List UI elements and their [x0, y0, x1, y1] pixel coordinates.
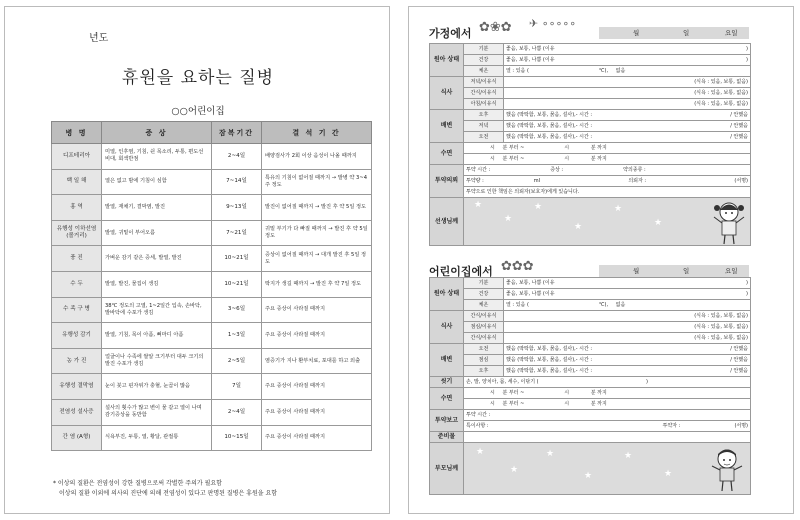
table-row — [52, 271, 372, 297]
star-icon: ★ — [574, 222, 583, 232]
illness-name: 유행성 이하선염 (볼거리) — [52, 220, 102, 246]
absence-period: 증상이 없어질 때까지 → 대개 발진 후 5일 정도 — [262, 246, 372, 272]
table-row — [52, 246, 372, 272]
category-mood: 원아 상태 — [430, 278, 464, 311]
incubation-period: 10~21일 — [212, 271, 262, 297]
table-row — [52, 220, 372, 246]
incubation-period: 7~14일 — [212, 169, 262, 195]
star-icon: ★ — [474, 200, 483, 210]
row-label: 기분 — [464, 44, 504, 55]
home-date-strip — [599, 27, 749, 39]
category-washing: 씻기 — [430, 377, 464, 388]
star-icon: ★ — [546, 449, 555, 459]
row-label: 오후 — [464, 366, 504, 377]
field-supplies[interactable] — [464, 432, 751, 443]
field-sleep[interactable]: 시 분 부터 ~ 시 분 까지 — [464, 388, 751, 399]
field-stool[interactable]: 했음 (딱딱함, 보통, 묽음, 설사),- 시간 : / 안했음 — [504, 110, 751, 121]
day-label: 일 — [683, 29, 690, 37]
field-mood[interactable]: 좋음, 보통, 나쁨 (이유 ) — [504, 278, 751, 289]
illness-name: 디프테리아 — [52, 144, 102, 170]
field-meal[interactable]: (식욕 : 있음, 보통, 없음) — [504, 333, 751, 344]
header-illness-name: 병 명 — [52, 122, 102, 144]
absence-period: 주요 증상이 사라질 때까지 — [262, 323, 372, 349]
airplane-icon: ✈ ∘∘∘∘∘ — [529, 17, 577, 30]
absence-period: 주요 증상이 사라질 때까지 — [262, 374, 372, 400]
illness-symptom: 식욕부진, 두통, 열, 황달, 관절통 — [102, 425, 212, 451]
field-med-report-time[interactable]: 투약 시간 : — [464, 410, 751, 421]
daycare-report-table — [429, 277, 751, 495]
field-health[interactable]: 좋음, 보통, 나쁨 (이유 ) — [504, 289, 751, 300]
category-sleep: 수면 — [430, 388, 464, 410]
row-label: 오후 — [464, 110, 504, 121]
child-girl-icon — [712, 199, 746, 245]
incubation-period: 10~15일 — [212, 425, 262, 451]
footnote — [53, 479, 277, 499]
illness-symptom: 미열, 인후염, 기침, 쉰 목소리, 두통, 편도선 비대, 회색반점 — [102, 144, 212, 170]
table-row — [52, 348, 372, 374]
table-row — [52, 195, 372, 221]
illness-name: 간 염 (A형) — [52, 425, 102, 451]
field-meal[interactable]: (식욕 : 있음, 보통, 없음) — [504, 322, 751, 333]
row-label: 간식/이유식 — [464, 311, 504, 322]
illness-symptom: 발열, 발진, 물집이 생김 — [102, 271, 212, 297]
illness-name: 수 두 — [52, 271, 102, 297]
star-icon: ★ — [614, 204, 623, 214]
table-row — [52, 144, 372, 170]
illness-symptom: 38℃ 정도의 고열, 1~2일간 입속, 손바닥, 발바닥에 수포가 생김 — [102, 297, 212, 323]
field-med-report-note[interactable]: 특이사항 : 투약자 : (서명) — [464, 421, 751, 432]
category-stool: 배변 — [430, 110, 464, 143]
table-row — [52, 374, 372, 400]
illness-symptom: 열은 없고 밤에 기침이 심함 — [102, 169, 212, 195]
category-supplies: 준비물 — [430, 432, 464, 443]
field-mood[interactable]: 좋음, 보통, 나쁨 (이유 ) — [504, 44, 751, 55]
field-stool[interactable]: 했음 (딱딱함, 보통, 묽음, 설사),- 시간 : / 안했음 — [504, 355, 751, 366]
illness-name: 홍 역 — [52, 195, 102, 221]
row-label: 점심/이유식 — [464, 322, 504, 333]
page-title: 휴원을 요하는 질병 — [121, 68, 275, 88]
category-meal: 식사 — [430, 77, 464, 110]
absence-period: 염증기가 지나 환부치료, 포대를 하고 외출 — [262, 348, 372, 374]
incubation-period: 7~21일 — [212, 220, 262, 246]
month-label: 월 — [633, 29, 640, 37]
category-parent-note: 부모님께 — [430, 443, 464, 495]
category-mood: 원아 상태 — [430, 44, 464, 77]
header-absence: 결 석 기 간 — [262, 122, 372, 144]
field-washing[interactable]: 손, 발, 양치아, 몸, 세수, 이닦기 ( ) — [464, 377, 751, 388]
star-icon: ★ — [510, 465, 519, 475]
row-label: 아침/이유식 — [464, 99, 504, 110]
field-meal[interactable]: (식욕 : 있음, 보통, 없음) — [504, 99, 751, 110]
row-label: 간식/이유식 — [464, 333, 504, 344]
row-label: 저녁/이유식 — [464, 77, 504, 88]
category-teacher-note: 선생님께 — [430, 198, 464, 246]
category-medication: 투약의뢰 — [430, 165, 464, 198]
year-label: 년도 — [89, 33, 109, 44]
field-temperature[interactable]: 열 : 있음 ( ℃), 없음 — [504, 300, 751, 311]
child-boy-icon — [710, 446, 744, 492]
row-label: 건강 — [464, 289, 504, 300]
star-icon: ★ — [534, 202, 543, 212]
illness-symptom: 발열, 재채기, 결막염, 발진 — [102, 195, 212, 221]
category-meal: 식사 — [430, 311, 464, 344]
incubation-period: 3~6일 — [212, 297, 262, 323]
illness-name: 유행성 감기 — [52, 323, 102, 349]
category-sleep: 수면 — [430, 143, 464, 165]
row-label: 기분 — [464, 278, 504, 289]
field-sleep[interactable]: 시 분 부터 ~ 시 분 까지 — [464, 143, 751, 154]
field-stool[interactable]: 했음 (딱딱함, 보통, 묽음, 설사),- 시간 : / 안했음 — [504, 121, 751, 132]
center-name: ○○어린이집 — [171, 106, 225, 117]
illness-table — [51, 121, 372, 451]
star-icon: ★ — [504, 214, 513, 224]
illness-name: 농 가 진 — [52, 348, 102, 374]
field-stool[interactable]: 했음 (딱딱함, 보통, 묽음, 설사),- 시간 : / 안했음 — [504, 132, 751, 143]
footnote-line-2: 이상의 질환 이외에 의사의 진단에 의해 전염성이 있다고 판명된 질병은 휴원을 요함 — [59, 490, 278, 497]
incubation-period: 2~4일 — [212, 399, 262, 425]
weekday-label: 요일 — [725, 267, 738, 275]
table-row — [52, 323, 372, 349]
absence-period: 특유의 기침이 없어질 때까지 → 발병 약 3~4주 정도 — [262, 169, 372, 195]
day-label: 일 — [683, 267, 690, 275]
header-symptom: 증 상 — [102, 122, 212, 144]
month-label: 월 — [633, 267, 640, 275]
field-meal[interactable]: (식욕 : 있음, 보통, 없음) — [504, 77, 751, 88]
daycare-date-strip — [599, 265, 749, 277]
incubation-period: 9~13일 — [212, 195, 262, 221]
field-temperature[interactable]: 열 : 있음 ( ℃), 없음 — [504, 66, 751, 77]
parent-note-area[interactable] — [464, 443, 751, 495]
star-icon: ★ — [624, 451, 633, 461]
incubation-period: 2~4일 — [212, 144, 262, 170]
field-med-amount[interactable]: 투약량 : ml 의뢰자 : (서명) — [464, 176, 751, 187]
illness-symptom: 얼굴이나 수족에 쌀알 크기부터 대두 크기의 발진 수포가 생김 — [102, 348, 212, 374]
absence-period: 주요 증상이 사라질 때까지 — [262, 297, 372, 323]
table-row — [52, 425, 372, 451]
incubation-period: 7일 — [212, 374, 262, 400]
daycare-section-title: 어린이집에서 — [429, 265, 493, 278]
absence-period: 주요 증상이 사라질 때까지 — [262, 425, 372, 451]
illness-symptom: 발열, 기침, 목이 아픔, 뼈마디 아픔 — [102, 323, 212, 349]
med-liability-note: 투약으로 인한 책임은 의뢰자(보호자)에게 있습니다. — [464, 187, 751, 198]
illness-name: 백 일 해 — [52, 169, 102, 195]
illness-symptom: 눈이 붓고 핀자위가 충혈, 눈곱이 많음 — [102, 374, 212, 400]
row-label: 저녁 — [464, 121, 504, 132]
illness-notice-page — [4, 6, 390, 514]
row-label: 건강 — [464, 55, 504, 66]
star-icon: ★ — [664, 469, 673, 479]
field-med-time[interactable]: 투약 시간 : 증상 : 약의종류 : — [464, 165, 751, 176]
row-label: 오전 — [464, 132, 504, 143]
category-stool: 배변 — [430, 344, 464, 377]
illness-symptom: 발열, 귀밑이 부어오름 — [102, 220, 212, 246]
row-label: 오전 — [464, 344, 504, 355]
star-icon: ★ — [584, 471, 593, 481]
home-report-table — [429, 43, 751, 246]
field-sleep[interactable]: 시 분 부터 ~ 시 분 까지 — [464, 154, 751, 165]
row-label: 체온 — [464, 66, 504, 77]
incubation-period: 2~5일 — [212, 348, 262, 374]
illness-name: 풍 진 — [52, 246, 102, 272]
flower-icon: ✿❀✿ — [479, 20, 512, 35]
daily-report-page — [408, 6, 794, 514]
field-sleep[interactable]: 시 분 부터 ~ 시 분 까지 — [464, 399, 751, 410]
illness-symptom: 설사의 횟수가 많고 변이 물 같고 열이 나며 감기증상을 동반함 — [102, 399, 212, 425]
row-label: 간식/이유식 — [464, 88, 504, 99]
absence-period: 딱지가 생길 때까지 → 발진 후 약 7일 정도 — [262, 271, 372, 297]
tulip-icon: ✿✿✿ — [501, 259, 534, 274]
category-med-report: 투약보고 — [430, 410, 464, 432]
absence-period: 주요 증상이 사라질 때까지 — [262, 399, 372, 425]
field-meal[interactable]: (식욕 : 있음, 보통, 없음) — [504, 311, 751, 322]
illness-name: 수 족 구 병 — [52, 297, 102, 323]
footnote-line-1: * 이상의 질환은 전염성이 강한 질병으로써 각별한 주의가 필요함 — [53, 480, 222, 487]
weekday-label: 요일 — [725, 29, 738, 37]
illness-name: 전염성 설사증 — [52, 399, 102, 425]
table-row — [52, 399, 372, 425]
table-row — [52, 297, 372, 323]
incubation-period: 1~3일 — [212, 323, 262, 349]
absence-period: 귀밑 부기가 다 빠질 때까지 → 발진 후 약 5일 정도 — [262, 220, 372, 246]
home-section-title: 가정에서 — [429, 27, 472, 40]
illness-name: 유행성 결막염 — [52, 374, 102, 400]
field-stool[interactable]: 했음 (딱딱함, 보통, 묽음, 설사),- 시간 : / 안했음 — [504, 344, 751, 355]
field-stool[interactable]: 했음 (딱딱함, 보통, 묽음, 설사),- 시간 : / 안했음 — [504, 366, 751, 377]
incubation-period: 10~21일 — [212, 246, 262, 272]
star-icon: ★ — [654, 218, 663, 228]
table-row — [52, 169, 372, 195]
teacher-note-area[interactable] — [464, 198, 751, 246]
illness-table-header — [52, 122, 372, 144]
row-label: 체온 — [464, 300, 504, 311]
star-icon: ★ — [476, 447, 485, 457]
absence-period: 발진이 없어질 때까지 → 발진 후 약 5일 정도 — [262, 195, 372, 221]
row-label: 점심 — [464, 355, 504, 366]
field-meal[interactable]: (식욕 : 있음, 보통, 없음) — [504, 88, 751, 99]
field-health[interactable]: 좋음, 보통, 나쁨 (이유 ) — [504, 55, 751, 66]
illness-symptom: 가벼운 감기 같은 증세, 발열, 발진 — [102, 246, 212, 272]
absence-period: 배양검사가 2회 이상 음성이 나올 때까지 — [262, 144, 372, 170]
header-incubation: 잠복기간 — [212, 122, 262, 144]
